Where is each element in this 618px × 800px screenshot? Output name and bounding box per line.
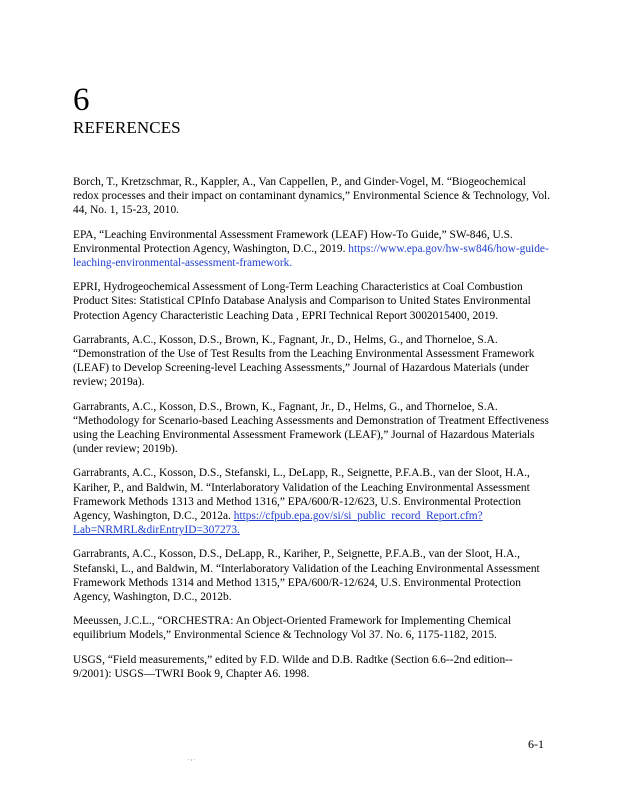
reference-text: USGS, “Field measurements,” edited by F.D. Wilde and D.B. Radtke (Section 6.6--2nd edition-- 9/2001): USGS—TWRI Book 9, Chapter A6. 1998. xyxy=(73,653,513,680)
reference-text: EPRI, Hydrogeochemical Assessment of Long-Term Leaching Characteristics at Coal Combustion Product Sites: Statistical CPInfo Database Analysis and Comparison to United States Environmental Protection Agency Characteristic Leaching Data , EPRI Technical Report 3002015400, 2019. xyxy=(73,281,531,322)
reference-text: Garrabrants, A.C., Kosson, D.S., Brown, K., Fagnant, Jr., D., Helms, G., and Thorneloe, S.A. “Methodology for Scenario-based Leaching Assessments and Demonstration of Treatment Effectiveness using the Leaching Environmental Assessment Framework (LEAF),” Journal of Hazardous Materials (under review; 2019b). xyxy=(73,400,549,456)
reference-usgs-1998 xyxy=(73,653,553,681)
scan-artifact-mark: · ‹ · xyxy=(188,758,196,763)
chapter-number: 6 xyxy=(73,82,90,118)
reference-text: Borch, T., Kretzschmar, R., Kappler, A., Van Cappellen, P., and Ginder-Vogel, M. “Biogeochemical redox processes and their impact on contaminant dynamics,” Environmental Science & Technology, Vol. 44, No. 1, 15-23, 2010. xyxy=(73,176,551,217)
chapter-title: REFERENCES xyxy=(73,118,181,137)
reference-link-epa-leaf-guide[interactable]: https://www.epa.gov/hw-sw846/how-guide-leaching-environmental-assessment-framework. xyxy=(73,242,549,270)
reference-text: Meeussen, J.C.L., “ORCHESTRA: An Object-Oriented Framework for Implementing Chemical equilibrium Models,” Environmental Science & Technology Vol 37. No. 6, 1175-1182, 2015. xyxy=(73,615,512,642)
reference-text: Garrabrants, A.C., Kosson, D.S., Stefanski, L., DeLapp, R., Seignette, P.F.A.B., van der Sloot, H.A., Kariher, P., and Baldwin, M. “Interlaboratory Validation of the Leaching Environmental Assessment Framework Methods 1313 and Method 1316,” EPA/600/R-12/623, U.S. Environmental Protection Agency, Washington, D.C., 2012a. xyxy=(73,467,530,523)
reference-list xyxy=(73,175,553,691)
reference-borch-2010 xyxy=(73,175,553,218)
reference-garrabrants-2012b xyxy=(73,547,553,604)
reference-meeussen-2015 xyxy=(73,614,553,642)
reference-garrabrants-2019b xyxy=(73,400,553,457)
page-number: 6-1 xyxy=(528,737,544,751)
reference-epa-2019 xyxy=(73,228,553,271)
reference-text: Garrabrants, A.C., Kosson, D.S., Brown, K., Fagnant, Jr., D., Helms, G., and Thorneloe, S.A. “Demonstration of the Use of Test Results from the Leaching Environmental Assessment Framework (LEAF) to Develop Screening-level Leaching Assessments,” Journal of Hazardous Materials (under review; 2019a). xyxy=(73,333,535,389)
reference-text: Garrabrants, A.C., Kosson, D.S., DeLapp, R., Kariher, P., Seignette, P.F.A.B., van der Sloot, H.A., Stefanski, L., and Baldwin, M. “Interlaboratory Validation of the Leaching Environmental Assessment Framework Methods 1314 and Method 1315,” EPA/600/R-12/624, U.S. Environmental Protection Agency, Washington, D.C., 2012b. xyxy=(73,548,540,604)
reference-garrabrants-2019a xyxy=(73,333,553,390)
reference-link-cfpub-report[interactable]: https://cfpub.epa.gov/si/si_public_record_Report.cfm?Lab=NRMRL&dirEntryID=307273. xyxy=(73,510,483,537)
reference-epri-2019 xyxy=(73,280,553,323)
reference-garrabrants-2012a xyxy=(73,466,553,537)
reference-text: EPA, “Leaching Environmental Assessment Framework (LEAF) How-To Guide,” SW-846, U.S. Environmental Protection Agency, Washington, D.C., 2019. xyxy=(73,228,513,255)
